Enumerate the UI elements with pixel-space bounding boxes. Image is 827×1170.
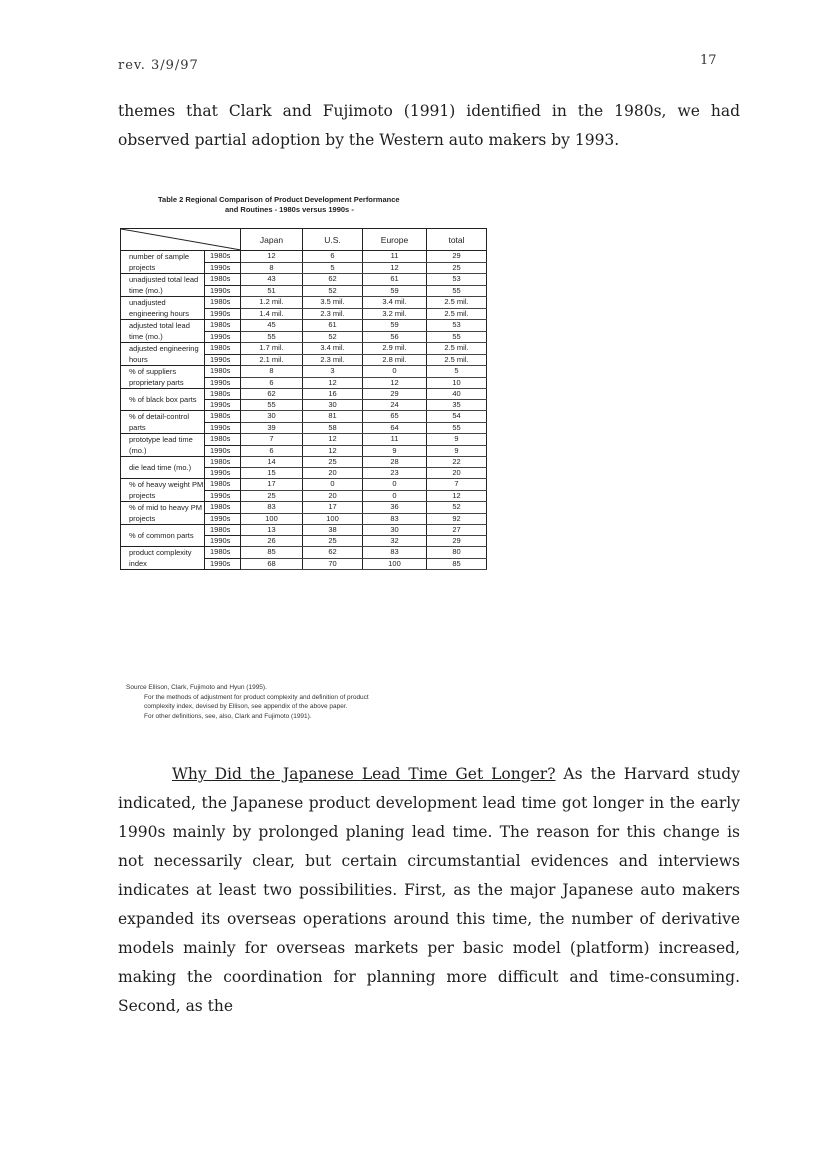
value-cell: 3.4 mil. [363,297,427,309]
value-cell: 100 [303,513,363,525]
table-row [121,251,487,263]
diagonal-line [121,229,241,251]
table-row [121,389,487,400]
value-cell: 9 [427,445,487,457]
value-cell: 92 [427,513,487,525]
row-label: adjusted total lead time (mo.) [121,320,205,343]
period-cell: 1990s [205,468,241,479]
table-row [121,434,487,446]
value-cell: 35 [427,400,487,411]
value-cell: 61 [363,274,427,286]
value-cell: 3 [303,366,363,378]
value-cell: 51 [241,285,303,297]
value-cell: 30 [363,525,427,536]
value-cell: 45 [241,320,303,332]
value-cell: 11 [363,251,427,263]
value-cell: 12 [427,490,487,502]
note-line: complexity index, devised by Ellison, see appendix of the above paper. [144,703,348,710]
value-cell: 6 [241,445,303,457]
note-line: For other definitions, see, also, Clark and Fujimoto (1991). [144,712,312,720]
value-cell: 56 [363,331,427,343]
row-label: number of sample projects [121,251,205,274]
column-header: total [427,229,487,251]
revision-date: rev. 3/9/97 [118,58,199,73]
value-cell: 83 [363,547,427,559]
period-cell: 1980s [205,434,241,446]
row-label: % of detail-control parts [121,411,205,434]
table-corner-cell [121,229,241,251]
value-cell: 6 [303,251,363,263]
table-row [121,525,487,536]
page-number: 17 [700,53,717,68]
table-row [121,411,487,423]
section-body: As the Harvard study indicated, the Japanese product development lead time got longer in the early 1990s mainly by prolonged planing lead time. The reason for this change is not necessarily clear, but certain circumstantial evidences and interviews indicates at least two possibilities. First, as the major Japanese auto makers expanded its overseas operations around this time, the number of derivative models mainly for overseas markets per basic model (platform) increased, making the coordination for planning more difficult and time-consuming. Second, as the [118,765,740,1015]
value-cell: 83 [241,502,303,514]
value-cell: 58 [303,422,363,434]
period-cell: 1990s [205,536,241,547]
period-cell: 1980s [205,389,241,400]
table-row [121,343,487,355]
period-cell: 1980s [205,411,241,423]
row-label: unadjusted total lead time (mo.) [121,274,205,297]
value-cell: 24 [363,400,427,411]
table-caption [158,195,458,215]
value-cell: 25 [303,536,363,547]
value-cell: 17 [303,502,363,514]
value-cell: 52 [303,331,363,343]
value-cell: 22 [427,457,487,468]
column-header: Japan [241,229,303,251]
value-cell: 1.2 mil. [241,297,303,309]
period-cell: 1980s [205,547,241,559]
period-cell: 1990s [205,490,241,502]
value-cell: 61 [303,320,363,332]
value-cell: 0 [303,479,363,491]
value-cell: 20 [303,490,363,502]
section-paragraph [118,760,740,1021]
value-cell: 3.2 mil. [363,308,427,320]
period-cell: 1990s [205,308,241,320]
value-cell: 0 [363,490,427,502]
value-cell: 65 [363,411,427,423]
table-title-line2: and Routines - 1980s versus 1990s - [225,205,354,214]
value-cell: 20 [303,468,363,479]
row-label: die lead time (mo.) [121,457,205,479]
value-cell: 54 [427,411,487,423]
value-cell: 9 [427,434,487,446]
value-cell: 64 [363,422,427,434]
value-cell: 8 [241,366,303,378]
value-cell: 12 [241,251,303,263]
row-label: unadjusted engineering hours [121,297,205,320]
value-cell: 2.3 mil. [303,308,363,320]
value-cell: 100 [241,513,303,525]
value-cell: 52 [303,285,363,297]
period-cell: 1990s [205,400,241,411]
value-cell: 25 [303,457,363,468]
value-cell: 8 [241,262,303,274]
table-row [121,457,487,468]
table-row [121,366,487,378]
period-cell: 1980s [205,366,241,378]
value-cell: 12 [303,434,363,446]
value-cell: 1.4 mil. [241,308,303,320]
period-cell: 1980s [205,320,241,332]
period-cell: 1980s [205,502,241,514]
value-cell: 68 [241,558,303,570]
value-cell: 81 [303,411,363,423]
value-cell: 0 [363,479,427,491]
value-cell: 29 [427,536,487,547]
table-row [121,297,487,309]
row-label: % of mid to heavy PM projects [121,502,205,525]
value-cell: 62 [241,389,303,400]
section-heading: Why Did the Japanese Lead Time Get Longer? [172,765,556,783]
value-cell: 3.4 mil. [303,343,363,355]
period-cell: 1990s [205,513,241,525]
value-cell: 12 [363,262,427,274]
value-cell: 5 [427,366,487,378]
table-row [121,502,487,514]
value-cell: 39 [241,422,303,434]
value-cell: 30 [303,400,363,411]
value-cell: 2.5 mil. [427,308,487,320]
value-cell: 2.9 mil. [363,343,427,355]
value-cell: 11 [363,434,427,446]
value-cell: 12 [363,377,427,389]
value-cell: 1.7 mil. [241,343,303,355]
comparison-table [120,228,487,570]
value-cell: 28 [363,457,427,468]
value-cell: 59 [363,320,427,332]
period-cell: 1980s [205,274,241,286]
value-cell: 25 [241,490,303,502]
period-cell: 1990s [205,354,241,366]
value-cell: 5 [303,262,363,274]
value-cell: 29 [363,389,427,400]
period-cell: 1990s [205,558,241,570]
value-cell: 2.5 mil. [427,297,487,309]
value-cell: 62 [303,547,363,559]
value-cell: 100 [363,558,427,570]
value-cell: 85 [241,547,303,559]
value-cell: 10 [427,377,487,389]
row-label: product complexity index [121,547,205,570]
period-cell: 1990s [205,377,241,389]
value-cell: 59 [363,285,427,297]
period-cell: 1980s [205,251,241,263]
value-cell: 27 [427,525,487,536]
value-cell: 26 [241,536,303,547]
value-cell: 17 [241,479,303,491]
value-cell: 30 [241,411,303,423]
table-row [121,274,487,286]
row-label: % of common parts [121,525,205,547]
value-cell: 14 [241,457,303,468]
table-row [121,479,487,491]
period-cell: 1980s [205,343,241,355]
value-cell: 53 [427,320,487,332]
table-notes [126,683,486,721]
value-cell: 20 [427,468,487,479]
period-cell: 1990s [205,262,241,274]
value-cell: 70 [303,558,363,570]
value-cell: 2.1 mil. [241,354,303,366]
value-cell: 6 [241,377,303,389]
value-cell: 13 [241,525,303,536]
value-cell: 2.5 mil. [427,343,487,355]
value-cell: 2.8 mil. [363,354,427,366]
value-cell: 85 [427,558,487,570]
value-cell: 16 [303,389,363,400]
value-cell: 80 [427,547,487,559]
value-cell: 12 [303,445,363,457]
period-cell: 1990s [205,422,241,434]
period-cell: 1990s [205,331,241,343]
period-cell: 1980s [205,457,241,468]
value-cell: 62 [303,274,363,286]
period-cell: 1980s [205,479,241,491]
value-cell: 23 [363,468,427,479]
value-cell: 0 [363,366,427,378]
paragraph-top: themes that Clark and Fujimoto (1991) identified in the 1980s, we had observed partial adoption by the Western auto makers by 1993. [118,102,740,149]
value-cell: 52 [427,502,487,514]
value-cell: 32 [363,536,427,547]
value-cell: 38 [303,525,363,536]
column-header: U.S. [303,229,363,251]
table-header-row [121,229,487,251]
column-header: Europe [363,229,427,251]
table-row [121,547,487,559]
value-cell: 55 [427,422,487,434]
value-cell: 43 [241,274,303,286]
note-source: Source Ellison, Clark, Fujimoto and Hyun (1995). [126,684,267,691]
value-cell: 7 [427,479,487,491]
value-cell: 15 [241,468,303,479]
value-cell: 55 [427,331,487,343]
table-row [121,320,487,332]
value-cell: 53 [427,274,487,286]
row-label: % of heavy weight PM projects [121,479,205,502]
row-label: % of suppliers proprietary parts [121,366,205,389]
value-cell: 29 [427,251,487,263]
value-cell: 2.3 mil. [303,354,363,366]
period-cell: 1990s [205,445,241,457]
value-cell: 3.5 mil. [303,297,363,309]
value-cell: 55 [241,331,303,343]
value-cell: 55 [427,285,487,297]
value-cell: 7 [241,434,303,446]
row-label: % of black box parts [121,389,205,411]
row-label: adjusted engineering hours [121,343,205,366]
value-cell: 83 [363,513,427,525]
value-cell: 40 [427,389,487,400]
value-cell: 9 [363,445,427,457]
value-cell: 2.5 mil. [427,354,487,366]
value-cell: 36 [363,502,427,514]
period-cell: 1980s [205,297,241,309]
value-cell: 55 [241,400,303,411]
period-cell: 1980s [205,525,241,536]
row-label: prototype lead time (mo.) [121,434,205,457]
value-cell: 12 [303,377,363,389]
table-title-line1: Table 2 Regional Comparison of Product Development Performance [158,195,400,204]
value-cell: 25 [427,262,487,274]
period-cell: 1990s [205,285,241,297]
note-line: For the methods of adjustment for product complexity and definition of product [144,693,369,701]
